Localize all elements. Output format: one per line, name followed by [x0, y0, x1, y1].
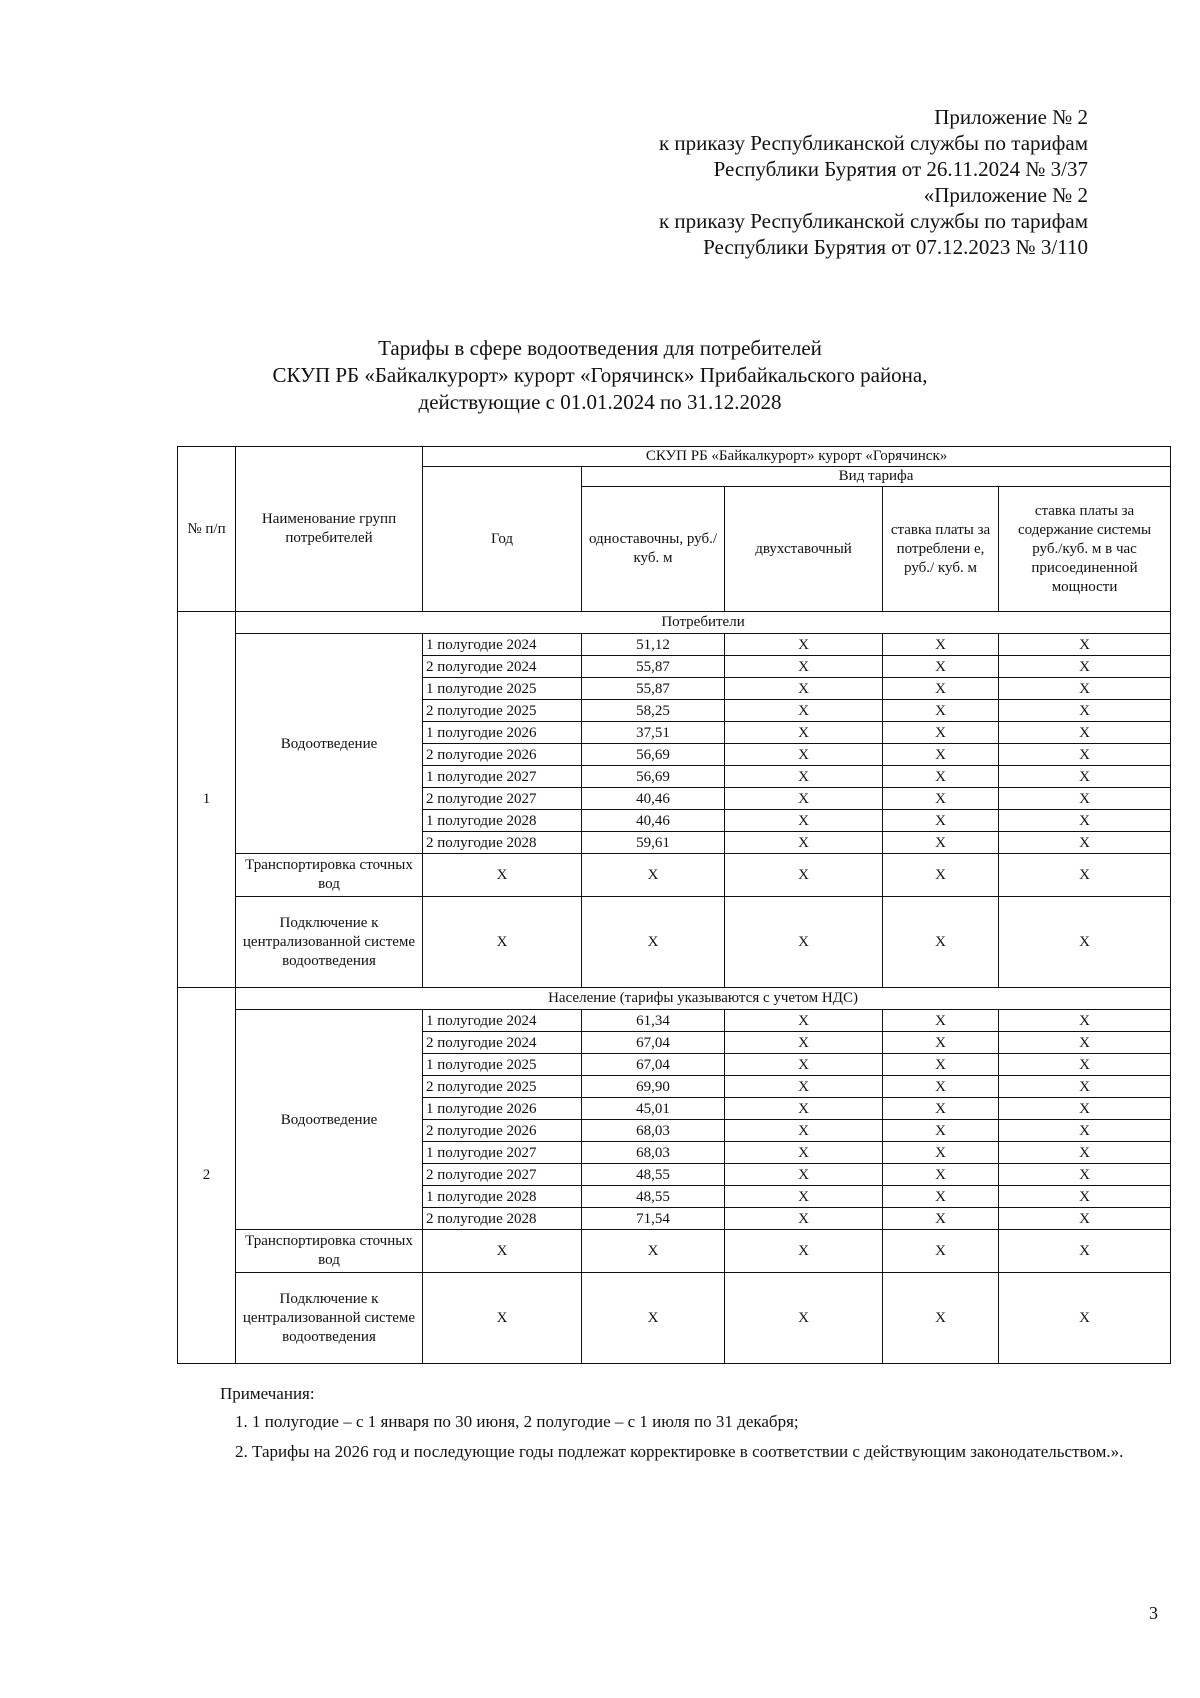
header-line: Приложение № 2 — [934, 105, 1088, 129]
document-title — [0, 335, 1200, 416]
single-rate-cell: 40,46 — [582, 810, 725, 832]
na-cell: X — [582, 1273, 725, 1364]
single-rate-cell: 59,61 — [582, 832, 725, 854]
na-cell: X — [582, 1230, 725, 1273]
maintenance-rate-cell: X — [999, 700, 1171, 722]
connection-label: Подключение к централизованной системе водоотведения — [236, 897, 423, 988]
na-cell: X — [725, 897, 883, 988]
notes-heading: Примечания: — [220, 1384, 315, 1403]
na-cell: X — [582, 854, 725, 897]
header-consumption-rate: ставка платы за потреблени е, руб./ куб. м — [883, 487, 999, 612]
maintenance-rate-cell: X — [999, 634, 1171, 656]
consumption-rate-cell: X — [883, 1208, 999, 1230]
header-number: № п/п — [178, 447, 236, 612]
appendix-header — [659, 104, 1088, 260]
period-cell: 1 полугодие 2026 — [423, 1098, 582, 1120]
maintenance-rate-cell: X — [999, 1142, 1171, 1164]
maintenance-rate-cell: X — [999, 788, 1171, 810]
na-cell: X — [999, 897, 1171, 988]
connection-label: Подключение к централизованной системе водоотведения — [236, 1273, 423, 1364]
consumption-rate-cell: X — [883, 766, 999, 788]
consumption-rate-cell: X — [883, 634, 999, 656]
maintenance-rate-cell: X — [999, 656, 1171, 678]
maintenance-rate-cell: X — [999, 678, 1171, 700]
consumption-rate-cell: X — [883, 678, 999, 700]
maintenance-rate-cell: X — [999, 810, 1171, 832]
period-cell: 1 полугодие 2025 — [423, 1054, 582, 1076]
single-rate-cell: 48,55 — [582, 1186, 725, 1208]
single-rate-cell: 58,25 — [582, 700, 725, 722]
transport-label: Транспортировка сточных вод — [236, 1230, 423, 1273]
single-rate-cell: 56,69 — [582, 744, 725, 766]
transport-label: Транспортировка сточных вод — [236, 854, 423, 897]
period-cell: 2 полугодие 2028 — [423, 1208, 582, 1230]
single-rate-cell: 55,87 — [582, 656, 725, 678]
header-single-rate: одноставочны, руб./ куб. м — [582, 487, 725, 612]
maintenance-rate-cell: X — [999, 722, 1171, 744]
maintenance-rate-cell: X — [999, 1208, 1171, 1230]
single-rate-cell: 40,46 — [582, 788, 725, 810]
maintenance-rate-cell: X — [999, 1120, 1171, 1142]
na-cell: X — [423, 1273, 582, 1364]
notes — [220, 1382, 1170, 1470]
consumption-rate-cell: X — [883, 1120, 999, 1142]
consumption-rate-cell: X — [883, 656, 999, 678]
period-cell: 1 полугодие 2028 — [423, 1186, 582, 1208]
maintenance-rate-cell: X — [999, 1076, 1171, 1098]
header-maintenance-rate: ставка платы за содержание системы руб./куб. м в час присоединенной мощности — [999, 487, 1171, 612]
na-cell: X — [883, 854, 999, 897]
single-rate-cell: 68,03 — [582, 1120, 725, 1142]
period-cell: 1 полугодие 2027 — [423, 766, 582, 788]
period-cell: 1 полугодие 2028 — [423, 810, 582, 832]
two-rate-cell: X — [725, 656, 883, 678]
single-rate-cell: 45,01 — [582, 1098, 725, 1120]
single-rate-cell: 48,55 — [582, 1164, 725, 1186]
na-cell: X — [999, 1230, 1171, 1273]
consumption-rate-cell: X — [883, 1164, 999, 1186]
period-cell: 1 полугодие 2024 — [423, 634, 582, 656]
header-line: «Приложение № 2 — [923, 183, 1088, 207]
consumption-rate-cell: X — [883, 1186, 999, 1208]
maintenance-rate-cell: X — [999, 1054, 1171, 1076]
two-rate-cell: X — [725, 810, 883, 832]
na-cell: X — [883, 1230, 999, 1273]
maintenance-rate-cell: X — [999, 1010, 1171, 1032]
header-line: Республики Бурятия от 07.12.2023 № 3/110 — [703, 235, 1088, 259]
period-cell: 2 полугодие 2025 — [423, 700, 582, 722]
single-rate-cell: 69,90 — [582, 1076, 725, 1098]
na-cell: X — [883, 897, 999, 988]
single-rate-cell: 51,12 — [582, 634, 725, 656]
two-rate-cell: X — [725, 1076, 883, 1098]
header-organization: СКУП РБ «Байкалкурорт» курорт «Горячинск» — [423, 447, 1171, 467]
title-line: Тарифы в сфере водоотведения для потребителей — [378, 336, 822, 360]
maintenance-rate-cell: X — [999, 744, 1171, 766]
maintenance-rate-cell: X — [999, 766, 1171, 788]
two-rate-cell: X — [725, 832, 883, 854]
note-item: 1. 1 полугодие – с 1 января по 30 июня, 2 полугодие – с 1 июля по 31 декабря; — [252, 1410, 1170, 1434]
service-name: Водоотведение — [236, 634, 423, 854]
header-year: Год — [423, 467, 582, 612]
header-line: Республики Бурятия от 26.11.2024 № 3/37 — [713, 157, 1088, 181]
header-line: к приказу Республиканской службы по тарифам — [658, 209, 1088, 233]
consumption-rate-cell: X — [883, 810, 999, 832]
two-rate-cell: X — [725, 1164, 883, 1186]
two-rate-cell: X — [725, 1010, 883, 1032]
header-consumer-groups: Наименование групп потребителей — [236, 447, 423, 612]
consumption-rate-cell: X — [883, 1032, 999, 1054]
consumption-rate-cell: X — [883, 722, 999, 744]
two-rate-cell: X — [725, 1098, 883, 1120]
note-item: 2. Тарифы на 2026 год и последующие годы подлежат корректировке в соответствии с действующим законодательством.». — [252, 1440, 1170, 1464]
two-rate-cell: X — [725, 1186, 883, 1208]
period-cell: 2 полугодие 2026 — [423, 1120, 582, 1142]
period-cell: 1 полугодие 2025 — [423, 678, 582, 700]
period-cell: 1 полугодие 2024 — [423, 1010, 582, 1032]
na-cell: X — [582, 897, 725, 988]
title-line: действующие с 01.01.2024 по 31.12.2028 — [418, 390, 782, 414]
notes-list — [220, 1410, 1170, 1464]
two-rate-cell: X — [725, 700, 883, 722]
period-cell: 1 полугодие 2026 — [423, 722, 582, 744]
na-cell: X — [883, 1273, 999, 1364]
consumption-rate-cell: X — [883, 1076, 999, 1098]
consumption-rate-cell: X — [883, 788, 999, 810]
two-rate-cell: X — [725, 678, 883, 700]
maintenance-rate-cell: X — [999, 1032, 1171, 1054]
period-cell: 2 полугодие 2028 — [423, 832, 582, 854]
period-cell: 1 полугодие 2027 — [423, 1142, 582, 1164]
na-cell: X — [725, 1230, 883, 1273]
consumption-rate-cell: X — [883, 700, 999, 722]
single-rate-cell: 55,87 — [582, 678, 725, 700]
period-cell: 2 полугодие 2027 — [423, 788, 582, 810]
two-rate-cell: X — [725, 788, 883, 810]
period-cell: 2 полугодие 2027 — [423, 1164, 582, 1186]
two-rate-cell: X — [725, 634, 883, 656]
consumption-rate-cell: X — [883, 832, 999, 854]
tariff-table — [177, 446, 1171, 1364]
single-rate-cell: 37,51 — [582, 722, 725, 744]
period-cell: 2 полугодие 2026 — [423, 744, 582, 766]
na-cell: X — [725, 854, 883, 897]
single-rate-cell: 67,04 — [582, 1054, 725, 1076]
single-rate-cell: 67,04 — [582, 1032, 725, 1054]
single-rate-cell: 68,03 — [582, 1142, 725, 1164]
two-rate-cell: X — [725, 1120, 883, 1142]
single-rate-cell: 56,69 — [582, 766, 725, 788]
consumption-rate-cell: X — [883, 1010, 999, 1032]
na-cell: X — [999, 1273, 1171, 1364]
period-cell: 2 полугодие 2024 — [423, 1032, 582, 1054]
page-number: 3 — [1149, 1603, 1158, 1623]
section-title: Потребители — [236, 612, 1171, 634]
header-tariff-type: Вид тарифа — [582, 467, 1171, 487]
two-rate-cell: X — [725, 744, 883, 766]
row-number: 1 — [178, 612, 236, 988]
consumption-rate-cell: X — [883, 1054, 999, 1076]
na-cell: X — [423, 1230, 582, 1273]
consumption-rate-cell: X — [883, 1142, 999, 1164]
section-title: Население (тарифы указываются с учетом НДС) — [236, 988, 1171, 1010]
na-cell: X — [423, 854, 582, 897]
consumption-rate-cell: X — [883, 1098, 999, 1120]
two-rate-cell: X — [725, 1032, 883, 1054]
header-line: к приказу Республиканской службы по тарифам — [658, 131, 1088, 155]
row-number: 2 — [178, 988, 236, 1364]
maintenance-rate-cell: X — [999, 1186, 1171, 1208]
service-name: Водоотведение — [236, 1010, 423, 1230]
period-cell: 2 полугодие 2024 — [423, 656, 582, 678]
na-cell: X — [725, 1273, 883, 1364]
two-rate-cell: X — [725, 766, 883, 788]
consumption-rate-cell: X — [883, 744, 999, 766]
na-cell: X — [423, 897, 582, 988]
two-rate-cell: X — [725, 722, 883, 744]
maintenance-rate-cell: X — [999, 832, 1171, 854]
single-rate-cell: 61,34 — [582, 1010, 725, 1032]
maintenance-rate-cell: X — [999, 1098, 1171, 1120]
two-rate-cell: X — [725, 1142, 883, 1164]
header-two-rate: двухставочный — [725, 487, 883, 612]
na-cell: X — [999, 854, 1171, 897]
maintenance-rate-cell: X — [999, 1164, 1171, 1186]
title-line: СКУП РБ «Байкалкурорт» курорт «Горячинск» Прибайкальского района, — [272, 363, 928, 387]
single-rate-cell: 71,54 — [582, 1208, 725, 1230]
two-rate-cell: X — [725, 1054, 883, 1076]
period-cell: 2 полугодие 2025 — [423, 1076, 582, 1098]
two-rate-cell: X — [725, 1208, 883, 1230]
